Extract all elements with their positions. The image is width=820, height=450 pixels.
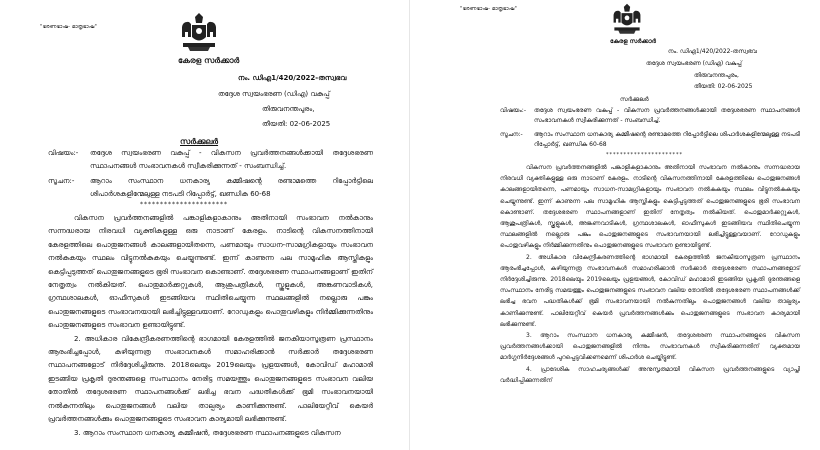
subject-label: വിഷയം:- <box>48 149 79 157</box>
date: തീയതി: 02-06-2025 <box>262 120 331 128</box>
file-number: നം. ഡിഎ1/420/2022-തസ്വഭവ <box>238 74 347 82</box>
government-name: കേരള സർക്കാർ <box>178 56 240 65</box>
subject-row <box>500 106 800 126</box>
reference-text: ആറാം സംസ്ഥാന ധനകാര്യ കമ്മീഷന്റെ രണ്ടാമത്തെ റിപ്പോർട്ടിലെ ശിപാർശകളിന്മേലുള്ള നടപടി റിപ്പോർട്ട്, ഖണ്ഡിക 60-68 <box>90 177 373 198</box>
reference-label: സൂചന:- <box>500 131 523 138</box>
paragraph-2: 2. അധികാര വികേന്ദ്രീകരണത്തിന്റെ ഭാഗമായി കേരളത്തിൽ ജനകീയാസൂത്രണ പ്രസ്ഥാനം ആരംഭിച്ചപ്പോൾ, കഴിയുന്നത്ര സംഭാവനകൾ സമാഹരിക്കാൻ സർക്കാർ തദ്ദേശഭരണ സ്ഥാപനങ്ങളോട് നിർദ്ദേശിച്ചിരുന്നു. 2018ലെയും 2019ലെയും പ്രളയങ്ങൾ, കോവിഡ് മഹാമാരി ഇടങ്ങിയ പ്രകൃതി ദുരന്തങ്ങളെ സംസ്ഥാനം നേരിട്ട സമയത്തും പൊതുജനങ്ങളുടെ സംഭാവന വലിയ തോതിൽ തദ്ദേശഭരണ സ്ഥാപനങ്ങൾക്ക് ലഭിച്ച ഭവന പദ്ധതികൾക്ക് ഭൂമി സംഭാവനയായി നൽകുന്നതിലും പൊതുജനങ്ങൾ വലിയ താല്പര്യം കാണിക്കുന്നുണ്ട്. പാലിയേറ്റീവ് കെയർ പ്രവർത്തനങ്ങൾക്കും പൊതുജനങ്ങളുടെ സംഭാവന കാര്യമായി ലഭിക്കുന്നുണ്ട്. <box>48 334 373 424</box>
subject-row <box>48 147 373 173</box>
paragraph-1: വികസന പ്രവർത്തനങ്ങളിൽ പങ്കാളികളാകാനും അതിനായി സംഭാവന നൽകാനും സന്നദ്ധരായ നിരവധി വ്യക്തികളുള്ള ഒരു നാടാണ് കേരളം. നാടിന്റെ വികസനത്തിനായി കേരളത്തിലെ പൊതുജനങ്ങൾ കാലങ്ങളായിതന്നെ, പണമായും സാധന-സാമഗ്രികളായും സംഭാവന നൽകുകയും സ്ഥലം വിട്ടുനൽകുകയും ചെയ്യുന്നുണ്ട്. ഇന്ന് കാണുന്ന പല സാമൂഹിക ആസ്തികളും കെട്ടിപ്പടുത്തത് പൊതുജനങ്ങളുടെ ഭൂരി സംഭാവന കൊണ്ടാണ്. തദ്ദേശഭരണ സ്ഥാപനങ്ങളാണ് ഇതിന് നേതൃത്വം നൽകിയത്. പൊതുമാർക്കറ്റുകൾ, ആശുപത്രികൾ, സ്കൂളുകൾ, അങ്കണവാടികൾ, ഗ്രന്ഥശാലകൾ, ഓഫീസുകൾ ഇടങ്ങിയവ സ്ഥിതിചെയ്യുന്ന സ്ഥലങ്ങളിൽ നല്ലൊരു പങ്കും പൊതുജനങ്ങളുടെ സംഭാവനയായി ലഭിച്ചിട്ടുള്ളവയാണ്. റോഡുകളും പൊതുവഴികളും നിർമ്മിക്കുന്നതിനും പൊതുജനങ്ങളുടെ സംഭാവന ഉണ്ടായിട്ടുണ്ട്. <box>500 164 800 250</box>
document-page-right <box>410 0 820 450</box>
file-number: നം. ഡിഎ1/420/2022-തസ്വഭവ <box>668 48 757 55</box>
paragraph-3: 3. ആറാം സംസ്ഥാന ധനകാര്യ കമ്മീഷൻ, തദ്ദേശഭരണ സ്ഥാപനങ്ങളുടെ വികസന <box>74 428 341 437</box>
body-text <box>500 162 800 386</box>
place: തിരുവനന്തപുരം, <box>694 72 739 79</box>
kerala-state-emblem-icon <box>180 13 218 53</box>
subject-label: വിഷയം:- <box>500 107 526 114</box>
reference-label: സൂചന:- <box>48 177 75 185</box>
body-text <box>48 212 373 440</box>
paragraph-2: 2. അധികാര വികേന്ദ്രീകരണത്തിന്റെ ഭാഗമായി കേരളത്തിൽ ജനകീയാസൂത്രണ പ്രസ്ഥാനം ആരംഭിച്ചപ്പോൾ, കഴിയുന്നത്ര സംഭാവനകൾ സമാഹരിക്കാൻ സർക്കാർ തദ്ദേശഭരണ സ്ഥാപനങ്ങളോട് നിർദ്ദേശിച്ചിരുന്നു. 2018ലെയും 2019ലെയും പ്രളയങ്ങൾ, കോവിഡ് മഹാമാരി ഇടങ്ങിയ പ്രകൃതി ദുരന്തങ്ങളെ സംസ്ഥാനം നേരിട്ട സമയത്തും പൊതുജനങ്ങളുടെ സംഭാവന വലിയ തോതിൽ തദ്ദേശഭരണ സ്ഥാപനങ്ങൾക്ക് ലഭിച്ച ഭവന പദ്ധതികൾക്ക് ഭൂമി സംഭാവനയായി നൽകുന്നതിലും പൊതുജനങ്ങൾ വലിയ താല്പര്യം കാണിക്കുന്നുണ്ട്. പാലിയേറ്റീവ് കെയർ പ്രവർത്തനങ്ങൾക്കും പൊതുജനങ്ങളുടെ സംഭാവന കാര്യമായി ലഭിക്കുന്നുണ്ട്. <box>500 253 800 328</box>
motto: "ഭരണഭാഷ- മാതൃഭാഷ" <box>40 24 97 30</box>
department-name: തദ്ദേശ സ്വയംഭരണ (ഡിഎ) വകുപ്പ് <box>646 60 742 67</box>
kerala-state-emblem-icon <box>612 3 642 36</box>
separator-stars: ********************** <box>606 152 683 158</box>
paragraph-3: 3. ആറാം സംസ്ഥാന ധനകാര്യ കമ്മീഷൻ, തദ്ദേശഭരണ സ്ഥാപനങ്ങളുടെ വികസന പ്രവർത്തനങ്ങൾക്കായി പൊതുജനങ്ങളിൽ നിന്നും സംഭാവനകൾ സ്വീകരിക്കുന്നതിന് വ്യക്തമായ മാർഗ്ഗനിർദ്ദേശങ്ങൾ പുറപ്പെടുവിക്കണമെന്ന് ശിപാർശ ചെയ്തിട്ടുണ്ട്. <box>500 332 800 362</box>
paragraph-1: വികസന പ്രവർത്തനങ്ങളിൽ പങ്കാളികളാകാനും അതിനായി സംഭാവന നൽകാനും സന്നദ്ധരായ നിരവധി വ്യക്തികളുള്ള ഒരു നാടാണ് കേരളം. നാടിന്റെ വികസനത്തിനായി കേരളത്തിലെ പൊതുജനങ്ങൾ കാലങ്ങളായിതന്നെ, പണമായും സാധന-സാമഗ്രികളായും സംഭാവന നൽകുകയും സ്ഥലം വിട്ടുനൽകുകയും ചെയ്യുന്നുണ്ട്. ഇന്ന് കാണുന്ന പല സാമൂഹിക ആസ്തികളും കെട്ടിപ്പടുത്തത് പൊതുജനങ്ങളുടെ ഭൂരി സംഭാവന കൊണ്ടാണ്. തദ്ദേശഭരണ സ്ഥാപനങ്ങളാണ് ഇതിന് നേതൃത്വം നൽകിയത്. പൊതുമാർക്കറ്റുകൾ, ആശുപത്രികൾ, സ്കൂളുകൾ, അങ്കണവാടികൾ, ഗ്രന്ഥശാലകൾ, ഓഫീസുകൾ ഇടങ്ങിയവ സ്ഥിതിചെയ്യുന്ന സ്ഥലങ്ങളിൽ നല്ലൊരു പങ്കും പൊതുജനങ്ങളുടെ സംഭാവനയായി ലഭിച്ചിട്ടുള്ളവയാണ്. റോഡുകളും പൊതുവഴികളും നിർമ്മിക്കുന്നതിനും പൊതുജനങ്ങളുടെ സംഭാവന ഉണ്ടായിട്ടുണ്ട്. <box>48 214 373 330</box>
paragraph-4: 4. പ്രാദേശിക സാഹചര്യങ്ങൾക്ക് അനുസൃതമായി വികസന പ്രവർത്തനങ്ങളുടെ വ്യാപ്തി വർദ്ധിപ്പിക്കുന്നതിന് <box>500 365 800 384</box>
subject-text: തദ്ദേശ സ്വയംഭരണ വകുപ്പ് - വികസന പ്രവർത്തനങ്ങൾക്കായി തദ്ദേശഭരണ സ്ഥാപനങ്ങൾ സംഭാവനകൾ സ്വീകരിക്കുന്നത് - സംബന്ധിച്ച്. <box>90 149 373 170</box>
reference-row <box>48 175 373 201</box>
department-name: തദ്ദേശ സ്വയംഭരണ (ഡിഎ) വകുപ്പ് <box>218 90 330 98</box>
reference-row <box>500 130 800 150</box>
subject-text: തദ്ദേശ സ്വയംഭരണ വകുപ്പ് - വികസന പ്രവർത്തനങ്ങൾക്കായി തദ്ദേശഭരണ സ്ഥാപനങ്ങൾ സംഭാവനകൾ സ്വീകരിക്കുന്നത് - സംബന്ധിച്ച്. <box>534 107 800 124</box>
motto: "ഭരണഭാഷ- മാതൃഭാഷ" <box>460 6 517 12</box>
place: തിരുവനന്തപുരം, <box>262 105 315 113</box>
circular-heading: സർക്കുലർ <box>620 96 649 103</box>
separator-stars: ********************** <box>140 201 228 208</box>
circular-heading: സർക്കുലർ <box>180 137 219 146</box>
date: തീയതി: 02-06-2025 <box>694 83 753 90</box>
government-name: കേരള സർക്കാർ <box>610 38 656 45</box>
reference-text: ആറാം സംസ്ഥാന ധനകാര്യ കമ്മീഷന്റെ രണ്ടാമത്തെ റിപ്പോർട്ടിലെ ശിപാർശകളിന്മേലുള്ള നടപടി റിപ്പോർട്ട്, ഖണ്ഡിക 60-68 <box>534 131 800 148</box>
